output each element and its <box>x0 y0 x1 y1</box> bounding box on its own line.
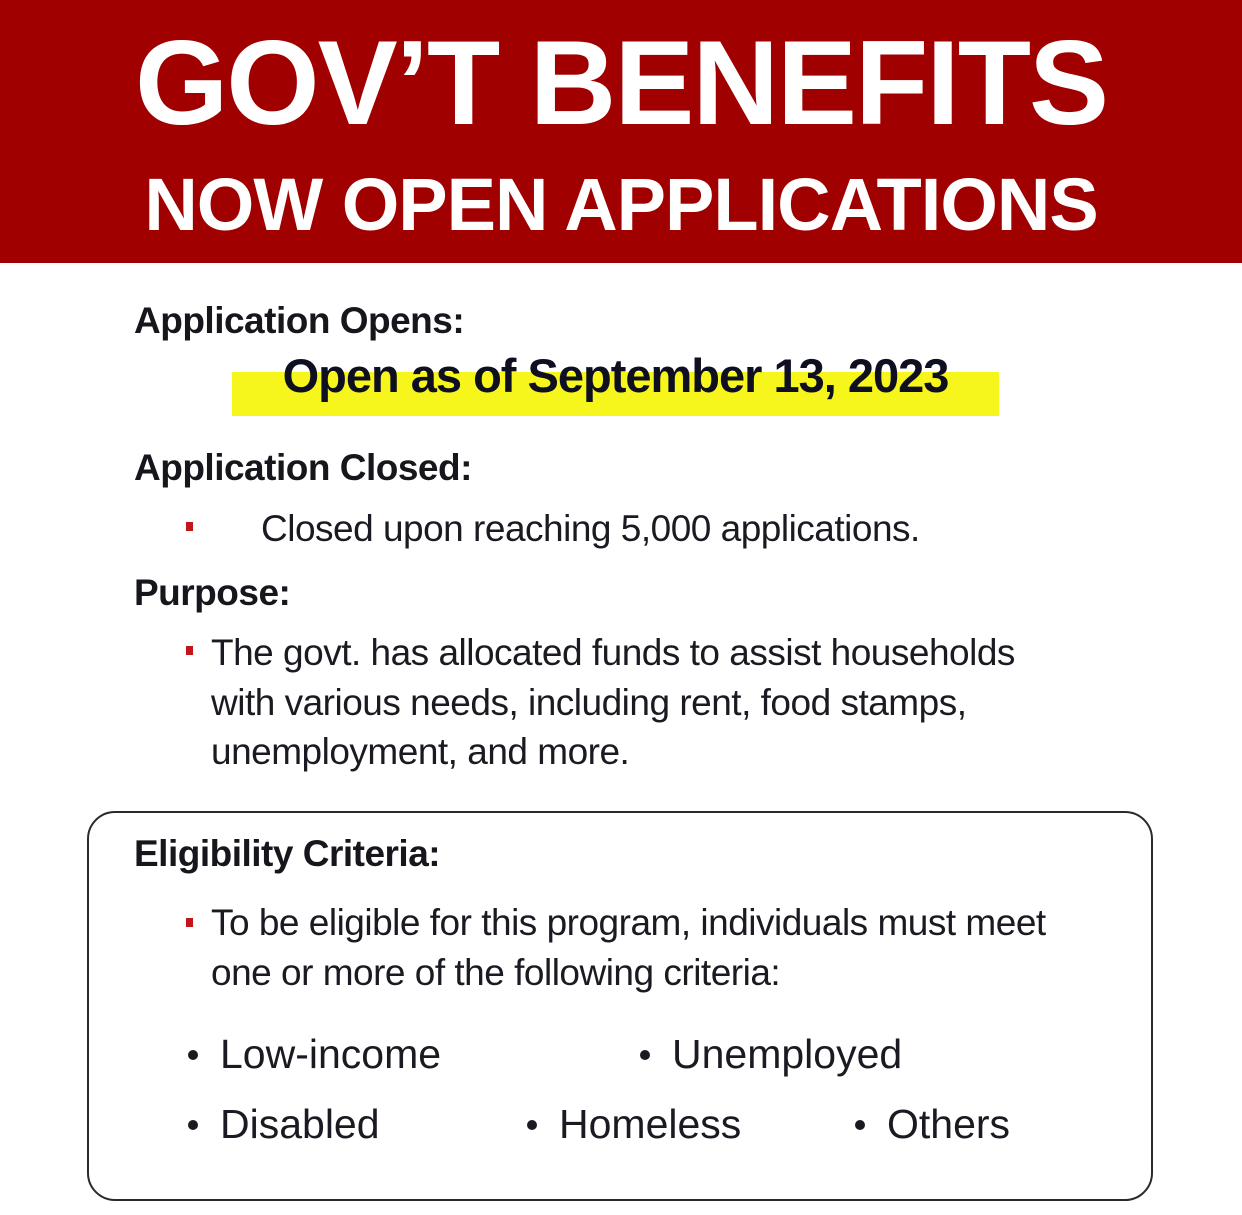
banner-subtitle: NOW OPEN APPLICATIONS <box>144 163 1098 246</box>
eligibility-line-1: To be eligible for this program, individuals must meet <box>211 902 1046 943</box>
round-bullet-icon <box>527 1120 537 1130</box>
eligibility-line-2: one or more of the following criteria: <box>211 952 781 993</box>
open-date-highlight <box>232 346 999 416</box>
purpose-heading: Purpose: <box>134 572 291 613</box>
closed-condition-text: Closed upon reaching 5,000 applications. <box>261 508 920 549</box>
round-bullet-icon <box>188 1050 198 1060</box>
criterion-low-income: Low-income <box>220 1031 442 1077</box>
square-bullet-icon <box>186 522 193 531</box>
square-bullet-icon <box>186 918 193 927</box>
eligibility-heading: Eligibility Criteria: <box>134 833 441 874</box>
criterion-homeless: Homeless <box>559 1101 742 1147</box>
square-bullet-icon <box>186 646 193 655</box>
application-opens-heading: Application Opens: <box>134 300 465 341</box>
round-bullet-icon <box>855 1120 865 1130</box>
criterion-others: Others <box>887 1101 1011 1147</box>
header-banner <box>0 0 1242 263</box>
purpose-line-2: with various needs, including rent, food stamps, <box>211 682 967 723</box>
criterion-disabled: Disabled <box>220 1101 380 1147</box>
banner-title: GOV’T BENEFITS <box>134 16 1108 150</box>
application-closed-heading: Application Closed: <box>134 447 472 488</box>
purpose-line-3: unemployment, and more. <box>211 731 630 772</box>
round-bullet-icon <box>640 1050 650 1060</box>
round-bullet-icon <box>188 1120 198 1130</box>
criterion-unemployed: Unemployed <box>672 1031 903 1077</box>
open-date-text: Open as of September 13, 2023 <box>282 349 949 402</box>
purpose-line-1: The govt. has allocated funds to assist households <box>211 632 1015 673</box>
